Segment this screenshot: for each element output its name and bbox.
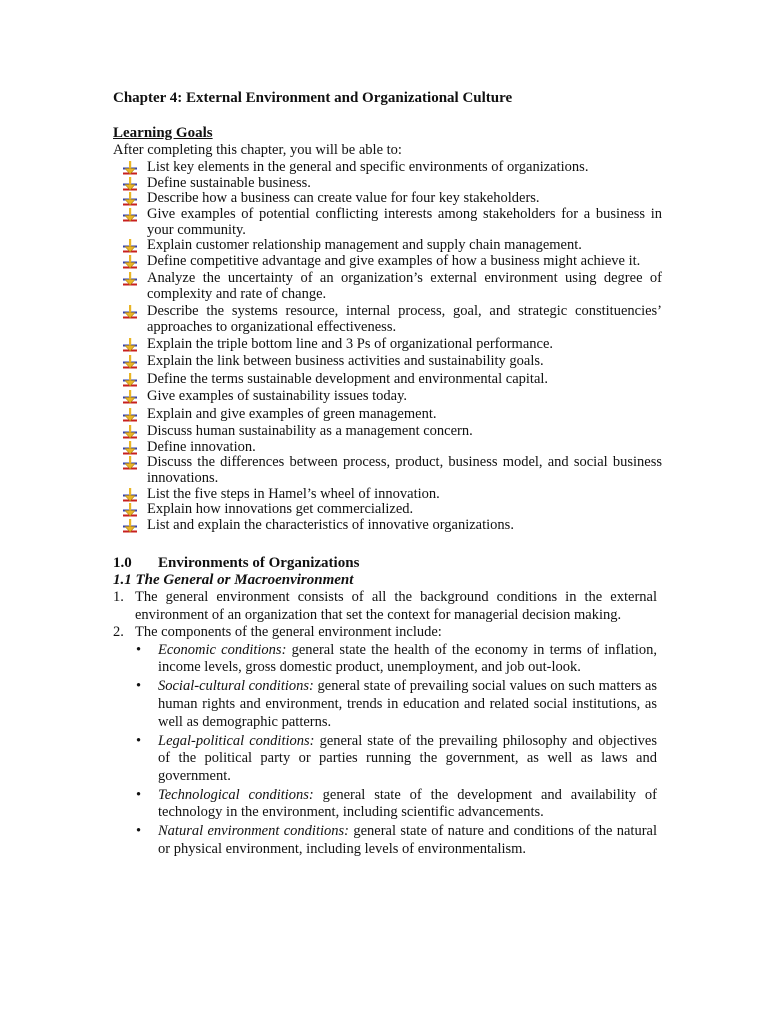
down-arrow-bullet-icon [122, 408, 138, 422]
condition-description: general state the health of the economy in terms of inflation, income levels, gross domestic product, unemployment, and job out-look. [158, 641, 657, 676]
learning-goals-intro: After completing this chapter, you will be able to: [113, 142, 402, 158]
down-arrow-bullet-icon [122, 239, 138, 253]
condition-item [135, 787, 657, 822]
numbered-point [113, 624, 657, 858]
section-heading [113, 555, 359, 572]
learning-goal-text: Define innovation. [147, 438, 256, 455]
learning-goal-item [122, 487, 662, 502]
learning-goal-item [122, 254, 662, 269]
learning-goal-text: Give examples of potential conflicting interests among stakeholders for a business in your community. [147, 206, 662, 238]
bullet-dot-icon: • [136, 732, 142, 749]
condition-term: Legal-political conditions: [158, 732, 315, 749]
down-arrow-bullet-icon [122, 272, 138, 286]
down-arrow-bullet-icon [122, 441, 138, 455]
down-arrow-bullet-icon [122, 208, 138, 222]
learning-goal-item [122, 440, 662, 455]
learning-goal-text: Describe the systems resource, internal process, goal, and strategic constituencies’ approaches to organizational effectiveness. [147, 303, 662, 335]
down-arrow-bullet-icon [122, 519, 138, 533]
bullet-dot-icon: • [136, 823, 142, 840]
learning-goal-item [122, 160, 662, 175]
learning-goal-text: Analyze the uncertainty of an organization’s external environment using degree of complexity and rate of change. [147, 270, 662, 302]
down-arrow-bullet-icon [122, 425, 138, 439]
condition-item [135, 733, 657, 786]
learning-goal-item [122, 176, 662, 191]
bullet-dot-icon: • [136, 786, 142, 803]
point-number: 1. [113, 589, 124, 605]
learning-goal-item [122, 407, 662, 422]
learning-goal-text: Explain the triple bottom line and 3 Ps of organizational performance. [147, 335, 554, 352]
down-arrow-bullet-icon [122, 355, 138, 369]
learning-goal-text: Discuss the differences between process, product, business model, and social business innovations. [147, 454, 662, 486]
numbered-points-list [113, 589, 657, 858]
learning-goal-text: Discuss human sustainability as a management concern. [147, 422, 473, 439]
learning-goal-item [122, 337, 662, 352]
bullet-dot-icon: • [136, 678, 142, 695]
learning-goal-item [122, 354, 662, 369]
condition-term: Natural environment conditions: [158, 823, 349, 840]
down-arrow-bullet-icon [122, 373, 138, 387]
down-arrow-bullet-icon [122, 338, 138, 352]
down-arrow-bullet-icon [122, 390, 138, 404]
learning-goal-text: List and explain the characteristics of innovative organizations. [147, 516, 514, 533]
down-arrow-bullet-icon [122, 255, 138, 269]
condition-description: general state of prevailing social values on such matters as human rights and environment, trends in education and related social institutions, as well as demographic patterns. [158, 678, 657, 730]
learning-goal-text: Define the terms sustainable development and environmental capital. [147, 370, 549, 387]
condition-description: general state of the prevailing philosophy and objectives of the political party or parties running the government, as well as laws and government. [158, 732, 657, 784]
learning-goal-text: List the five steps in Hamel’s wheel of innovation. [147, 485, 440, 502]
learning-goal-item [122, 271, 662, 302]
down-arrow-bullet-icon [122, 161, 138, 175]
learning-goal-item [122, 191, 662, 206]
down-arrow-bullet-icon [122, 192, 138, 206]
down-arrow-bullet-icon [122, 503, 138, 517]
learning-goal-text: Define sustainable business. [147, 174, 311, 191]
learning-goal-text: List key elements in the general and specific environments of organizations. [147, 159, 589, 175]
learning-goal-item [122, 304, 662, 335]
learning-goal-item [122, 518, 662, 533]
learning-goal-item [122, 455, 662, 486]
learning-goal-item [122, 207, 662, 238]
point-text: The components of the general environment include: [135, 624, 442, 641]
numbered-point [113, 589, 657, 624]
chapter-title: Chapter 4: External Environment and Organizational Culture [113, 90, 513, 106]
section-number: 1.0 [113, 555, 132, 571]
condition-item [135, 642, 657, 677]
down-arrow-bullet-icon [122, 488, 138, 502]
down-arrow-bullet-icon [122, 305, 138, 319]
learning-goal-text: Explain the link between business activities and sustainability goals. [147, 353, 544, 370]
condition-term: Social-cultural conditions: [158, 678, 314, 695]
condition-term: Technological conditions: [158, 786, 314, 803]
learning-goal-text: Give examples of sustainability issues today. [147, 388, 408, 405]
learning-goal-item [122, 502, 662, 517]
learning-goal-text: Explain and give examples of green management. [147, 405, 437, 422]
learning-goal-item [122, 238, 662, 253]
learning-goal-item [122, 424, 662, 439]
learning-goals-list [122, 160, 662, 534]
point-text: The general environment consists of all the background conditions in the external environment of an organization that set the context for managerial decision making. [135, 589, 657, 623]
learning-goal-text: Define competitive advantage and give examples of how a business might achieve it. [147, 252, 641, 269]
condition-description: general state of nature and conditions of the natural or physical environment, including levels of environmentalism. [158, 823, 657, 857]
condition-item [135, 678, 657, 731]
bullet-dot-icon: • [136, 641, 142, 658]
learning-goals-heading: Learning Goals [113, 125, 213, 141]
subsection-heading: 1.1 The General or Macroenvironment [113, 572, 354, 588]
section-title: Environments of Organizations [158, 555, 360, 571]
down-arrow-bullet-icon [122, 456, 138, 470]
learning-goal-text: Explain how innovations get commercialized. [147, 501, 414, 518]
condition-term: Economic conditions: [158, 641, 287, 658]
learning-goal-text: Explain customer relationship management and supply chain management. [147, 237, 582, 254]
condition-description: general state of the development and availability of technology in the environment, including scientific advancements. [158, 786, 658, 821]
down-arrow-bullet-icon [122, 177, 138, 191]
conditions-list [135, 642, 657, 859]
point-number: 2. [113, 624, 124, 641]
learning-goal-item [122, 389, 662, 404]
learning-goal-item [122, 372, 662, 387]
condition-item [135, 823, 657, 858]
learning-goal-text: Describe how a business can create value for four key stakeholders. [147, 190, 540, 207]
